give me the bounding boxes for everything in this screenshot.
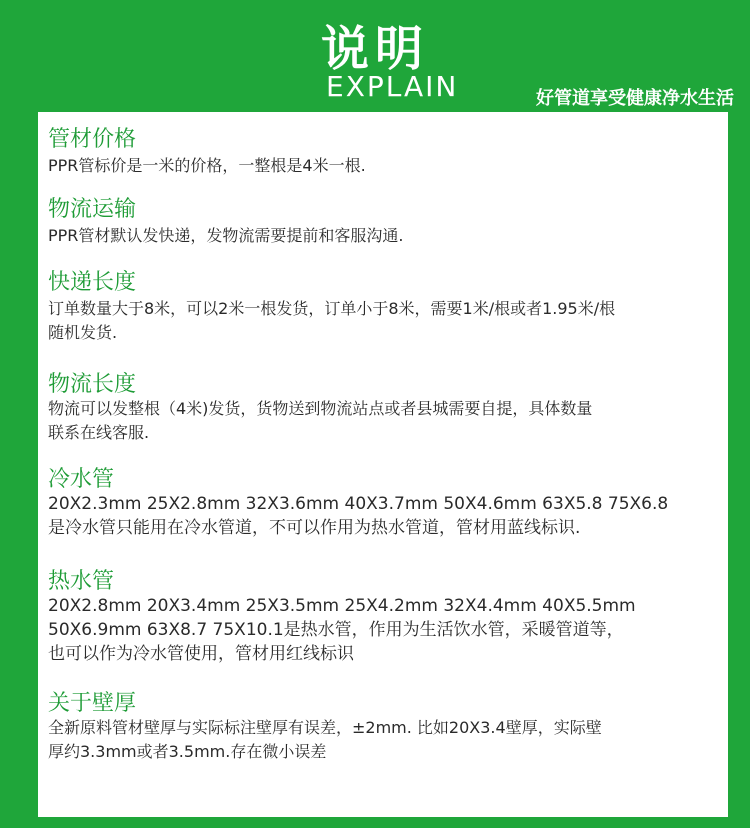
section-body-logistics: PPR管材默认发快递，发物流需要提前和客服沟通. xyxy=(48,226,404,245)
section-body-cold-pipe: 20X2.3mm 25X2.8mm 32X3.6mm 40X3.7mm 50X4.6mm 63X5.8 75X6.8 是冷水管只能用在冷水管道，不可以作用为热水管道，管材用蓝线标识. xyxy=(48,494,669,538)
slogan: 好管道享受健康净水生活 xyxy=(536,88,734,109)
section-body-logistics-length: 物流可以发整根（4米)发货，货物送到物流站点或者县城需要自提，具体数量 联系在线客服. xyxy=(48,399,593,442)
section-title-wall-thickness: 关于壁厚 xyxy=(48,691,137,716)
content-panel xyxy=(38,112,728,817)
header xyxy=(0,0,750,110)
section-title-price: 管材价格 xyxy=(48,127,137,152)
section-title-logistics-length: 物流长度 xyxy=(48,372,137,397)
section-body-price: PPR管标价是一米的价格，一整根是4米一根. xyxy=(48,156,366,175)
section-title-logistics: 物流运输 xyxy=(48,197,137,222)
page-title: 说明 xyxy=(320,21,429,77)
section-title-cold-pipe: 冷水管 xyxy=(48,467,115,492)
section-title-express-length: 快递长度 xyxy=(48,270,137,295)
page-subtitle: EXPLAIN xyxy=(326,70,459,103)
section-body-express-length: 订单数量大于8米，可以2米一根发货，订单小于8米，需要1米/根或者1.95米/根 随机发货. xyxy=(48,299,616,342)
section-title-hot-pipe: 热水管 xyxy=(48,569,115,594)
section-body-hot-pipe: 20X2.8mm 20X3.4mm 25X3.5mm 25X4.2mm 32X4.4mm 40X5.5mm 50X6.9mm 63X8.7 75X10.1是热水管，作用为生活饮水管，采暖管道等， 也可以作为冷水管使用，管材用红线标识 xyxy=(48,596,636,664)
section-body-wall-thickness: 全新原料管材壁厚与实际标注壁厚有误差，±2mm. 比如20X3.4壁厚，实际壁 厚约3.3mm或者3.5mm.存在微小误差 xyxy=(48,718,602,761)
